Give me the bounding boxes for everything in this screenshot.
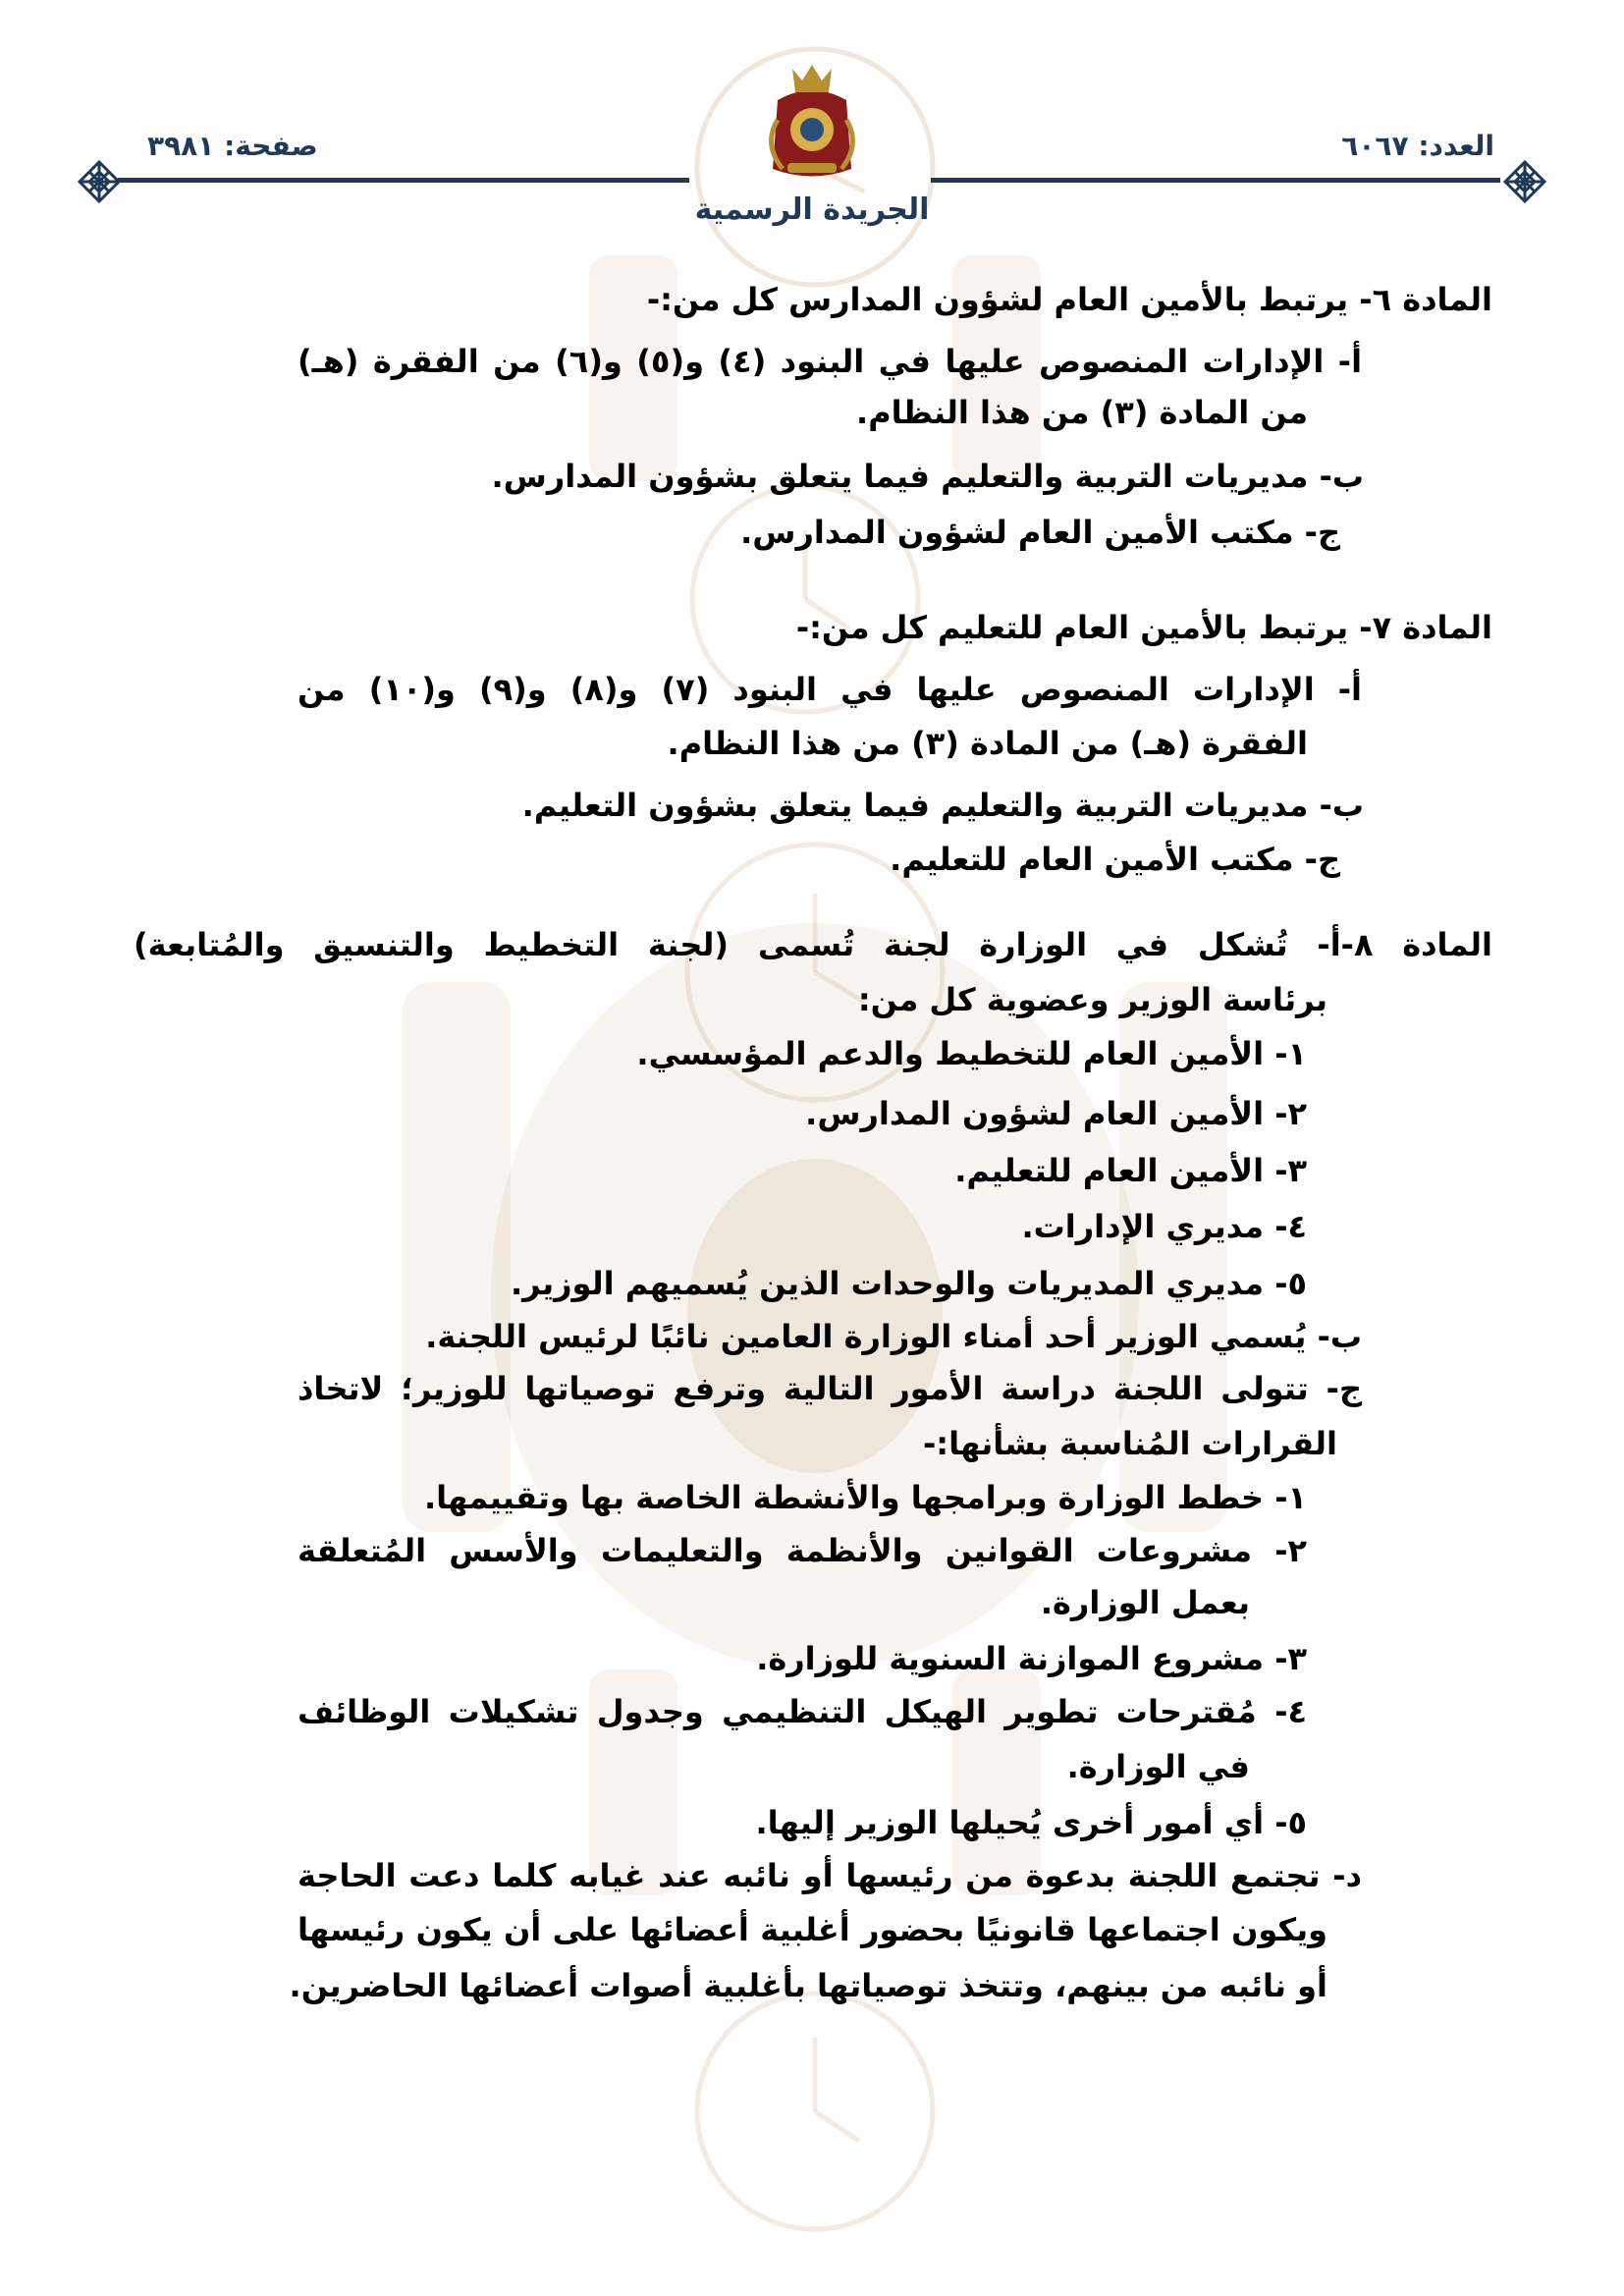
article-8-clause-c-cont: القرارات المُناسبة بشأنها:- <box>923 1425 1337 1462</box>
article-6-clause-a: أ- الإدارات المنصوص عليها في البنود (٤) و(٥) و(٦) من الفقرة (هـ) <box>298 343 1363 380</box>
list-item: ٣- مشروع الموازنة السنوية للوزارة. <box>756 1640 1307 1677</box>
list-item: ٥- مديري المديريات والوحدات الذين يُسميهم الوزير. <box>511 1265 1307 1302</box>
issue-number: العدد: ٦٠٦٧ <box>1341 130 1494 162</box>
list-item: ٤- مديري الإدارات. <box>1021 1208 1307 1245</box>
article-6-heading: المادة ٦- يرتبط بالأمين العام لشؤون المدارس كل من:- <box>646 281 1492 318</box>
header-rule <box>118 178 689 183</box>
list-item-cont: بعمل الوزارة. <box>1040 1584 1250 1621</box>
article-7-heading: المادة ٧- يرتبط بالأمين العام للتعليم كل من:- <box>795 609 1492 646</box>
article-7-clause-a-cont: الفقرة (هـ) من المادة (٣) من هذا النظام. <box>667 725 1308 762</box>
list-item: ٢- الأمين العام لشؤون المدارس. <box>805 1095 1307 1132</box>
article-7-clause-b: ب- مديريات التربية والتعليم فيما يتعلق بشؤون التعليم. <box>521 787 1364 824</box>
clock-icon <box>697 1994 933 2229</box>
knot-ornament-icon <box>1500 157 1549 206</box>
list-item: ١- خطط الوزارة وبرامجها والأنشطة الخاصة بها وتقييمها. <box>423 1479 1307 1516</box>
knot-ornament-icon <box>75 157 124 206</box>
article-6-clause-a-cont: من المادة (٣) من هذا النظام. <box>856 394 1308 431</box>
list-item: ٢- مشروعات القوانين والأنظمة والتعليمات والأسس المُتعلقة <box>298 1532 1307 1569</box>
article-8-clause-d-cont: أو نائبه من بينهم، وتتخذ توصياتها بأغلبية أصوات أعضائها الحاضرين. <box>289 1967 1327 2004</box>
list-item: ٤- مُقترحات تطوير الهيكل التنظيمي وجدول تشكيلات الوظائف <box>298 1693 1307 1730</box>
list-item: ٣- الأمين العام للتعليم. <box>954 1152 1307 1189</box>
article-8-heading: المادة ٨-أ- تُشكل في الوزارة لجنة تُسمى (لجنة التخطيط والتنسيق والمُتابعة) <box>134 926 1493 963</box>
list-item-cont: في الوزارة. <box>1066 1748 1250 1785</box>
header-rule <box>931 178 1500 183</box>
article-8-clause-b: ب- يُسمي الوزير أحد أمناء الوزارة العامين نائبًا لرئيس اللجنة. <box>425 1318 1362 1355</box>
article-6-clause-b: ب- مديريات التربية والتعليم فيما يتعلق بشؤون المدارس. <box>491 458 1364 495</box>
article-8-clause-c: ج- تتولى اللجنة دراسة الأمور التالية وترفع توصياتها للوزير؛ لاتخاذ <box>298 1370 1362 1407</box>
list-item: ٥- أي أمور أخرى يُحيلها الوزير إليها. <box>755 1804 1307 1841</box>
article-8-clause-d-cont: ويكون اجتماعها قانونيًا بحضور أغلبية أعضائها على أن يكون رئيسها <box>298 1911 1327 1948</box>
article-8-clause-a-cont: برئاسة الوزير وعضوية كل من: <box>857 981 1327 1018</box>
list-item: ١- الأمين العام للتخطيط والدعم المؤسسي. <box>636 1035 1307 1072</box>
gazette-title: الجريدة الرسمية <box>694 192 930 227</box>
article-7-clause-c: ج- مكتب الأمين العام للتعليم. <box>890 841 1340 878</box>
coat-of-arms-icon <box>758 61 866 187</box>
article-6-clause-c: ج- مكتب الأمين العام لشؤون المدارس. <box>740 514 1340 551</box>
article-7-clause-a: أ- الإدارات المنصوص عليها في البنود (٧) و(٨) و(٩) و(١٠) من <box>298 671 1363 708</box>
page-number: صفحة: ٣٩٨١ <box>147 130 318 162</box>
article-8-clause-d: د- تجتمع اللجنة بدعوة من رئيسها أو نائبه عند غيابه كلما دعت الحاجة <box>298 1857 1362 1894</box>
